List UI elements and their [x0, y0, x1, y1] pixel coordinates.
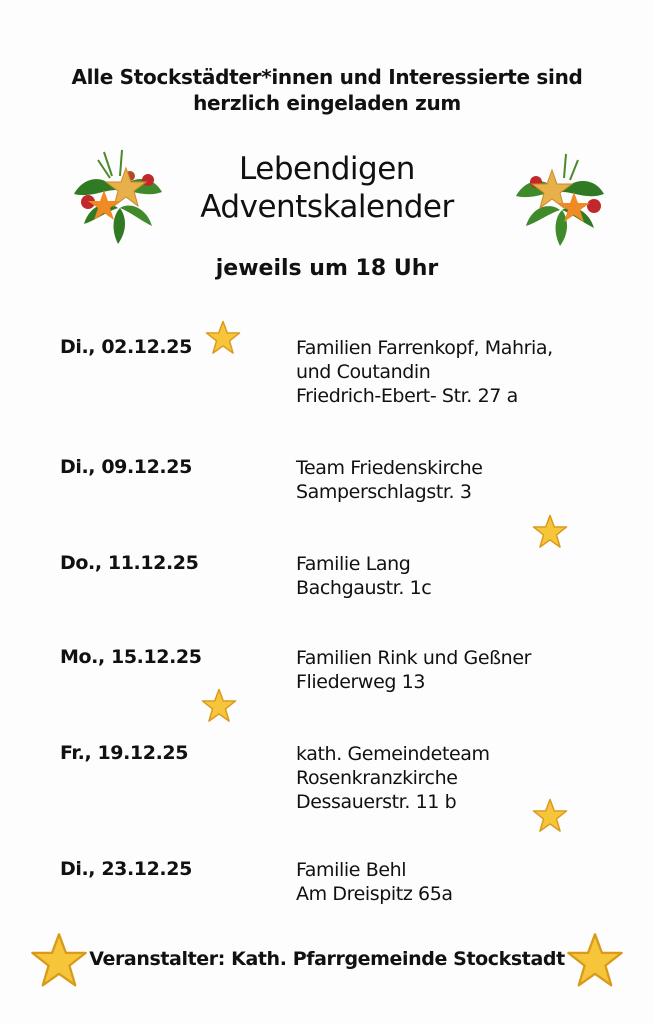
title-line-1: Lebendigen [239, 151, 415, 187]
entry-line: Am Dreispitz 65a [296, 883, 453, 905]
entry-line: Dessauerstr. 11 b [296, 791, 457, 813]
gold-star-icon [201, 688, 237, 724]
entry-date: Fr., 19.12.25 [60, 742, 189, 764]
entry-host [296, 742, 490, 814]
entry-host [296, 858, 453, 906]
page-title [0, 150, 654, 226]
entry-line: Familien Rink und Geßner [296, 647, 532, 669]
gold-star-icon [532, 798, 568, 834]
entry-date: Mo., 15.12.25 [60, 646, 202, 668]
entry-date: Do., 11.12.25 [60, 552, 199, 574]
organizer-footer: Veranstalter: Kath. Pfarrgemeinde Stockstadt [89, 948, 565, 970]
entry-host [296, 456, 483, 504]
time-note: jeweils um 18 Uhr [215, 256, 439, 281]
intro-line-2: herzlich eingeladen zum [193, 91, 461, 115]
entry-date: Di., 23.12.25 [60, 858, 192, 880]
intro-text [0, 64, 654, 116]
entry-line: Bachgaustr. 1c [296, 577, 432, 599]
entry-line: Familie Behl [296, 859, 407, 881]
title-line-2: Adventskalender [200, 189, 454, 225]
entry-date: Di., 09.12.25 [60, 456, 192, 478]
entry-line: Rosenkranzkirche [296, 767, 458, 789]
entry-line: Familie Lang [296, 553, 411, 575]
entry-host [296, 646, 531, 694]
entry-line: Familien Farrenkopf, Mahria, [296, 337, 553, 359]
entry-line: Fliederweg 13 [296, 671, 426, 693]
intro-line-1: Alle Stockstädter*innen und Interessierte sind [71, 65, 583, 89]
entry-line: Team Friedenskirche [296, 457, 483, 479]
entry-host [296, 552, 431, 600]
entry-line: Friedrich-Ebert- Str. 27 a [296, 385, 518, 407]
entry-line: und Coutandin [296, 361, 431, 383]
gold-star-icon [205, 320, 241, 356]
entry-host [296, 336, 553, 408]
entry-line: kath. Gemeindeteam [296, 743, 490, 765]
entry-date: Di., 02.12.25 [60, 336, 192, 358]
entry-line: Samperschlagstr. 3 [296, 481, 472, 503]
gold-star-icon [532, 514, 568, 550]
